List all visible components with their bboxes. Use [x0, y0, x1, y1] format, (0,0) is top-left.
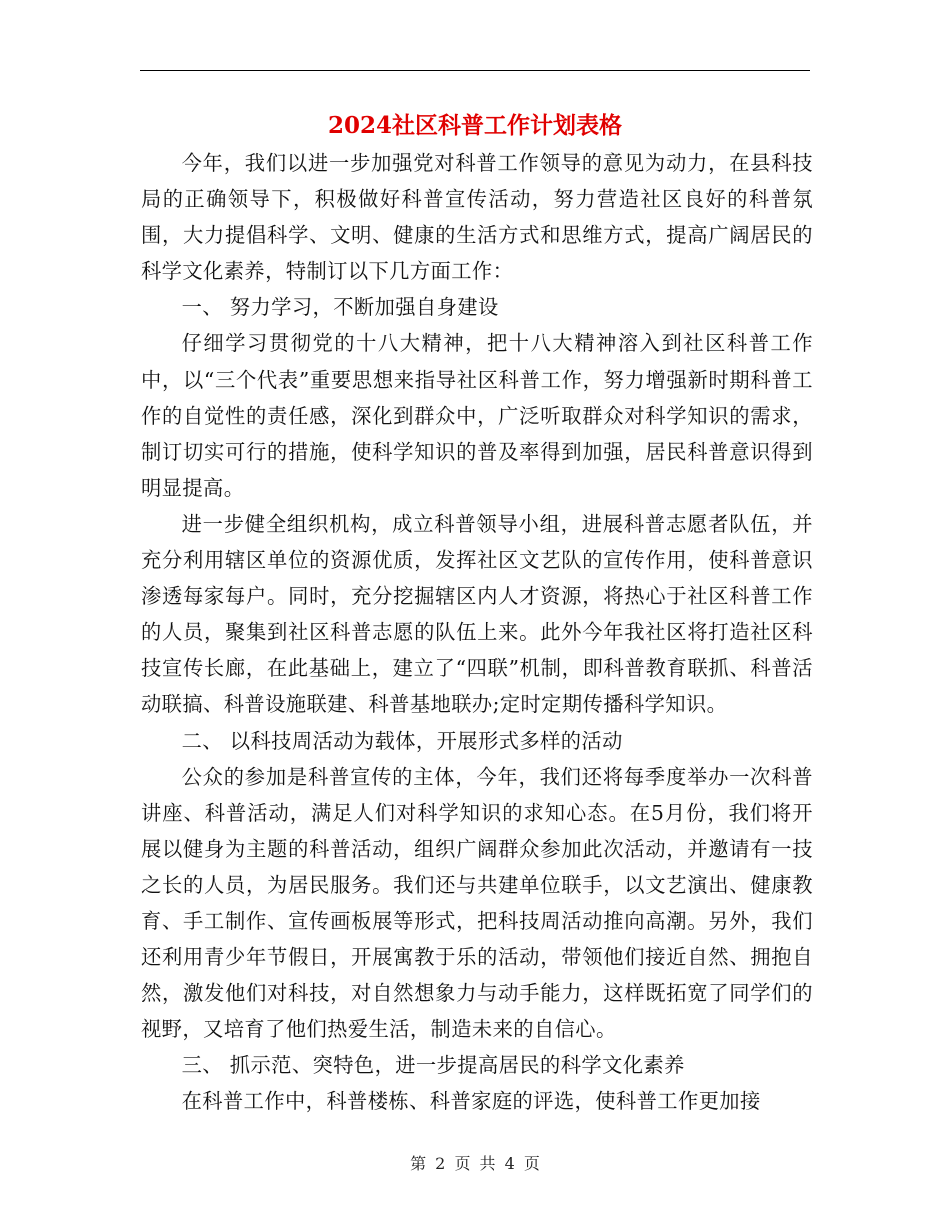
paragraph-demonstration: 在科普工作中，科普楼栋、科普家庭的评选，使科普工作更加接: [181, 1089, 761, 1114]
paragraph-intro: 今年，我们以进一步加强党对科普工作领导的意见为动力，在县科技局的正确领导下，积极做好科普宣传活动，努力营造社区良好的科普氛围，大力提倡科学、文明、健康的生活方式和思维方式，提高广阔居民的科学文化素养，特制订以下几方面工作：: [141, 151, 813, 284]
paragraph-activities: 公众的参加是科普宣传的主体，今年，我们还将每季度举办一次科普讲座、科普活动，满足人们对科学知识的求知心态。在5月份，我们将开展以健身为主题的科普活动，组织广阔群众参加此次活动，并邀请有一技之长的人员，为居民服务。我们还与共建单位联手，以文艺演出、健康教育、手工制作、宣传画板展等形式，把科技周活动推向高潮。另外，我们还利用青少年节假日，开展寓教于乐的活动，带领他们接近自然、拥抱自然，激发他们对科技，对自然想象力与动手能力，这样既拓宽了同学们的视野，又培育了他们热爱生活，制造未来的自信心。: [141, 764, 813, 1042]
header-rule: [140, 70, 810, 71]
paragraph-study: 仔细学习贯彻党的十八大精神，把十八大精神溶入到社区科普工作中，以“三个代表”重要思想来指导社区科普工作，努力增强新时期科普工作的自觉性的责任感，深化到群众中，广泛听取群众对科学知识的需求，制订切实可行的措施，使科学知识的普及率得到加强，居民科普意识得到明显提高。: [141, 331, 813, 500]
section-heading-1: 一、 努力学习，不断加强自身建设: [181, 295, 499, 320]
section-heading-2: 二、 以科技周活动为载体，开展形式多样的活动: [181, 728, 623, 753]
paragraph-organization: 进一步健全组织机构，成立科普领导小组，进展科普志愿者队伍，并充分利用辖区单位的资源优质，发挥社区文艺队的宣传作用，使科普意识渗透每家每户。同时，充分挖掘辖区内人才资源，将热心于社区科普工作的人员，聚集到社区科普志愿的队伍上来。此外今年我社区将打造社区科技宣传长廊，在此基础上，建立了“四联”机制，即科普教育联抓、科普活动联搞、科普设施联建、科普基地联办;定时定期传播科学知识。: [141, 511, 813, 717]
document-title: 2024社区科普工作计划表格: [327, 112, 622, 139]
page-number: 第 2 页 共 4 页: [410, 1154, 540, 1173]
document-body: [141, 145, 813, 1120]
section-heading-3: 三、 抓示范、突特色，进一步提高居民的科学文化素养: [181, 1053, 685, 1078]
